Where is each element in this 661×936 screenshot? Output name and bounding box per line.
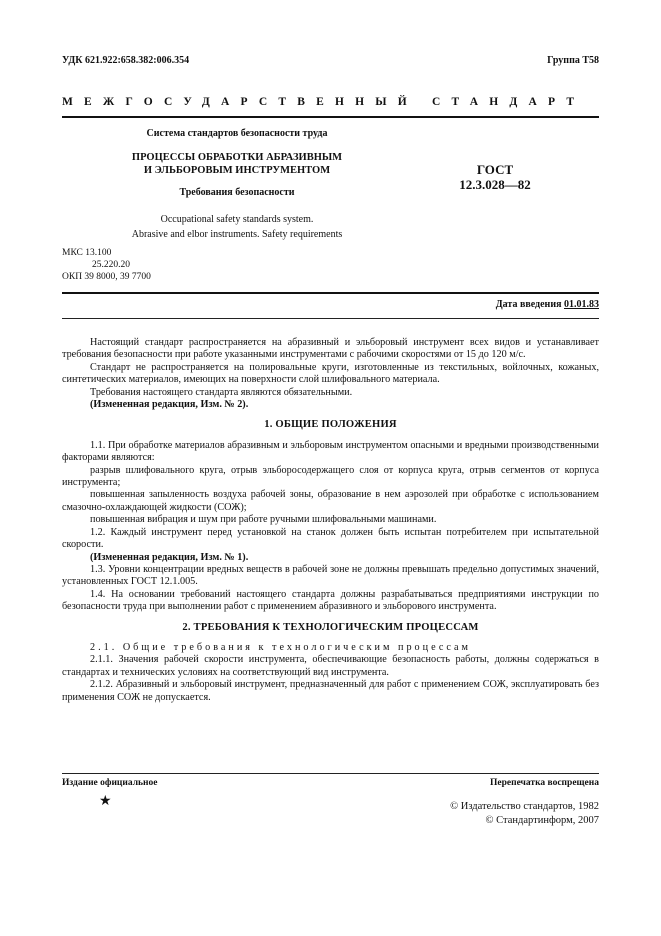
section-heading-1: 1. ОБЩИЕ ПОЛОЖЕНИЯ <box>264 419 397 431</box>
paragraph: Требования настоящего стандарта являются обязательными. <box>90 386 353 398</box>
paragraph: Настоящий стандарт распространяется на абразивный и эльборовый инструмент всех видов и устанавливает требования безопасности при работе указанными инструментами с рабочими скоростями от 15 до 120 м/с. <box>62 337 599 361</box>
paragraph: 1.4. На основании требований настоящего стандарта должны разрабатываться предприятиями инструкции по безопасности труда при выполнении работ с применением абразивного и эльборового инструмента. <box>62 588 599 613</box>
gost-designation <box>440 162 550 192</box>
paragraph: разрыв шлифовального круга, отрыв эльборосодержащего слоя от корпуса круга, отрыв сегментов от корпуса инструмента; <box>62 464 599 489</box>
copyright-line-1: © Издательство стандартов, 1982 <box>450 801 599 812</box>
paragraph: Стандарт не распространяется на полировальные круги, изготовленные из текстильных, войлочных, кожаных, синтетических материалов, имеющих на поверхности слой шлифовального материала. <box>62 361 599 386</box>
classification-codes <box>62 247 151 283</box>
okp-code: ОКП 39 8000, 39 7700 <box>62 272 151 282</box>
paragraph: повышенная вибрация и шум при работе ручными шлифовальными машинами. <box>90 514 437 526</box>
gost-number: 12.3.028—82 <box>459 177 531 192</box>
intro-date-value: 01.01.83 <box>564 299 599 310</box>
udk-code: УДК 621.922:658.382:006.354 <box>62 55 190 66</box>
document-subtitle: Требования безопасности <box>179 187 295 198</box>
banner-rule <box>62 116 599 118</box>
paragraph: 1.3. Уровни концентрации вредных веществ в рабочей зоне не должны превышать предельно допустимых значений, установленных ГОСТ 12.1.005. <box>62 563 599 588</box>
star-icon: ★ <box>99 794 112 809</box>
section-heading-2: 2. ТРЕБОВАНИЯ К ТЕХНОЛОГИЧЕСКИМ ПРОЦЕССАМ <box>182 621 479 633</box>
english-line-1: Occupational safety standards system. <box>160 214 314 225</box>
paragraph: 2.1.1. Значения рабочей скорости инструмента, обеспечивающие безопасность работы, должны содержаться в стандартах и технических условиях на соответствующий вид инструмента. <box>62 654 599 678</box>
subsection-title: 2.1. Общие требования к технологическим процессам <box>90 641 472 653</box>
paragraph: 2.1.2. Абразивный и эльборовый инструмент, предназначенный для работ с применением СОЖ, эксплуатировать без применения СОЖ не допускается. <box>62 679 599 703</box>
english-title <box>62 212 412 242</box>
document-title <box>62 151 412 177</box>
intro-date <box>496 299 599 310</box>
paragraph: повышенная запыленность воздуха рабочей зоны, образование в нем аэрозолей при обработке с использованием смазочно-охлаждающей жидкости (СОЖ); <box>62 489 599 513</box>
mks-code: МКС 13.100 <box>62 248 112 258</box>
mks-code-2: 25.220.20 <box>92 260 130 270</box>
standard-banner: МЕЖГОСУДАРСТВЕННЫЙ СТАНДАРТ <box>62 96 586 108</box>
gost-label: ГОСТ <box>476 162 514 177</box>
group-code: Группа Т58 <box>547 55 599 66</box>
title-line-2: И ЭЛЬБОРОВЫМ ИНСТРУМЕНТОМ <box>143 165 331 176</box>
english-line-2: Abrasive and elbor instruments. Safety requirements <box>131 229 343 240</box>
document-body <box>62 337 599 704</box>
date-rule <box>62 318 599 319</box>
official-edition: Издание официальное <box>62 778 158 788</box>
footer-rule <box>62 773 599 774</box>
paragraph: 1.1. При обработке материалов абразивным и эльборовым инструментом опасными и вредными производственными факторами являются: <box>62 439 599 464</box>
reprint-notice: Перепечатка воспрещена <box>489 778 599 788</box>
revision-note: (Измененная редакция, Изм. № 1). <box>90 551 249 563</box>
intro-date-label: Дата введения <box>495 299 562 310</box>
header-bottom-rule <box>62 292 599 294</box>
title-line-1: ПРОЦЕССЫ ОБРАБОТКИ АБРАЗИВНЫМ <box>131 152 343 163</box>
copyright <box>450 800 599 828</box>
paragraph: 1.2. Каждый инструмент перед установкой на станок должен быть испытан потребителем при испытательной скорости. <box>62 526 599 551</box>
system-title: Система стандартов безопасности труда <box>146 128 328 139</box>
copyright-line-2: © Стандартинформ, 2007 <box>485 815 599 826</box>
revision-note: (Измененная редакция, Изм. № 2). <box>90 399 249 411</box>
